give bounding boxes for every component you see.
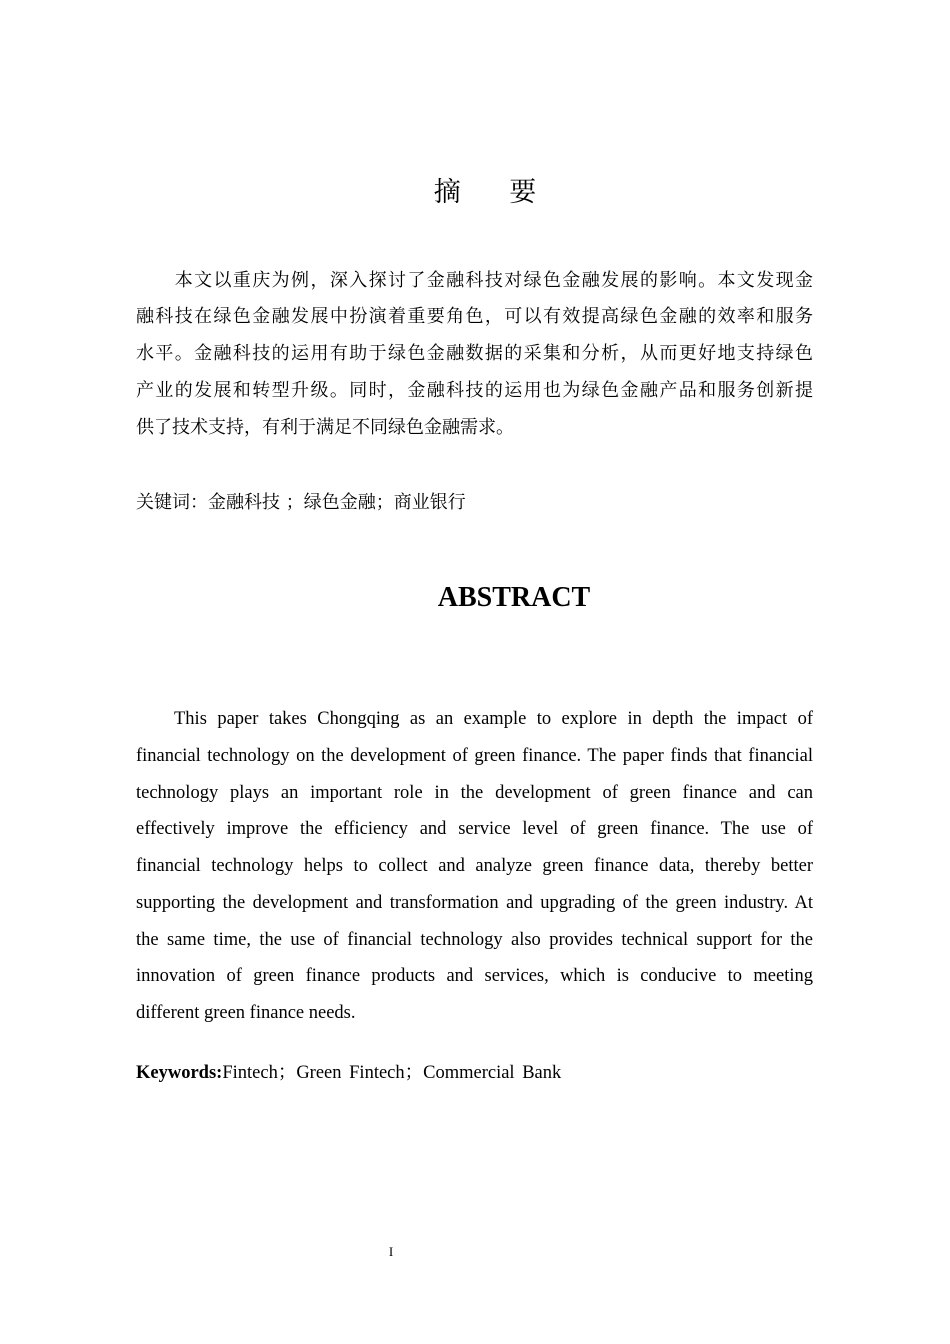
english-keywords [136, 1058, 561, 1084]
english-abstract-line: different green finance needs. [136, 1003, 356, 1023]
english-abstract-line: This paper takes Chongqing as an example to explore in depth the impact of [174, 709, 813, 729]
english-keywords-value: Fintech；Green Fintech；Commercial Bank [222, 1063, 562, 1083]
chinese-abstract-line: 产业的发展和转型升级。同时，金融科技的运用也为绿色金融产品和服务创新提 [136, 380, 813, 401]
english-abstract-line: supporting the development and transformation and upgrading of the green industry. At [136, 893, 813, 913]
chinese-keywords [136, 488, 466, 514]
english-abstract-line: effectively improve the efficiency and service level of green finance. The use of [136, 819, 813, 839]
chinese-keywords-label: 关键词： [136, 492, 208, 513]
english-keywords-label: Keywords: [136, 1063, 223, 1083]
chinese-abstract-line: 本文以重庆为例，深入探讨了金融科技对绿色金融发展的影响。本文发现金 [136, 270, 813, 291]
english-abstract-line: financial technology helps to collect and analyze green finance data, thereby better [136, 856, 813, 876]
page-number: I [388, 1244, 394, 1259]
english-abstract-title: ABSTRACT [437, 582, 591, 613]
english-abstract-line: innovation of green finance products and services, which is conducive to meeting [136, 966, 813, 986]
english-abstract-line: the same time, the use of financial technology also provides technical support for the [136, 930, 813, 950]
english-abstract-line: technology plays an important role in the development of green finance and can [136, 783, 813, 803]
chinese-abstract-line: 供了技术支持，有利于满足不同绿色金融需求。 [136, 417, 514, 438]
chinese-abstract-line: 水平。金融科技的运用有助于绿色金融数据的采集和分析，从而更好地支持绿色 [136, 343, 813, 364]
chinese-keywords-value: 金融科技 ；绿色金融；商业银行 [208, 492, 466, 513]
chinese-abstract-title: 摘 要 [433, 177, 557, 208]
chinese-abstract-line: 融科技在绿色金融发展中扮演着重要角色，可以有效提高绿色金融的效率和服务 [136, 306, 813, 327]
english-abstract-line: financial technology on the development of green finance. The paper finds that financial [136, 746, 813, 766]
